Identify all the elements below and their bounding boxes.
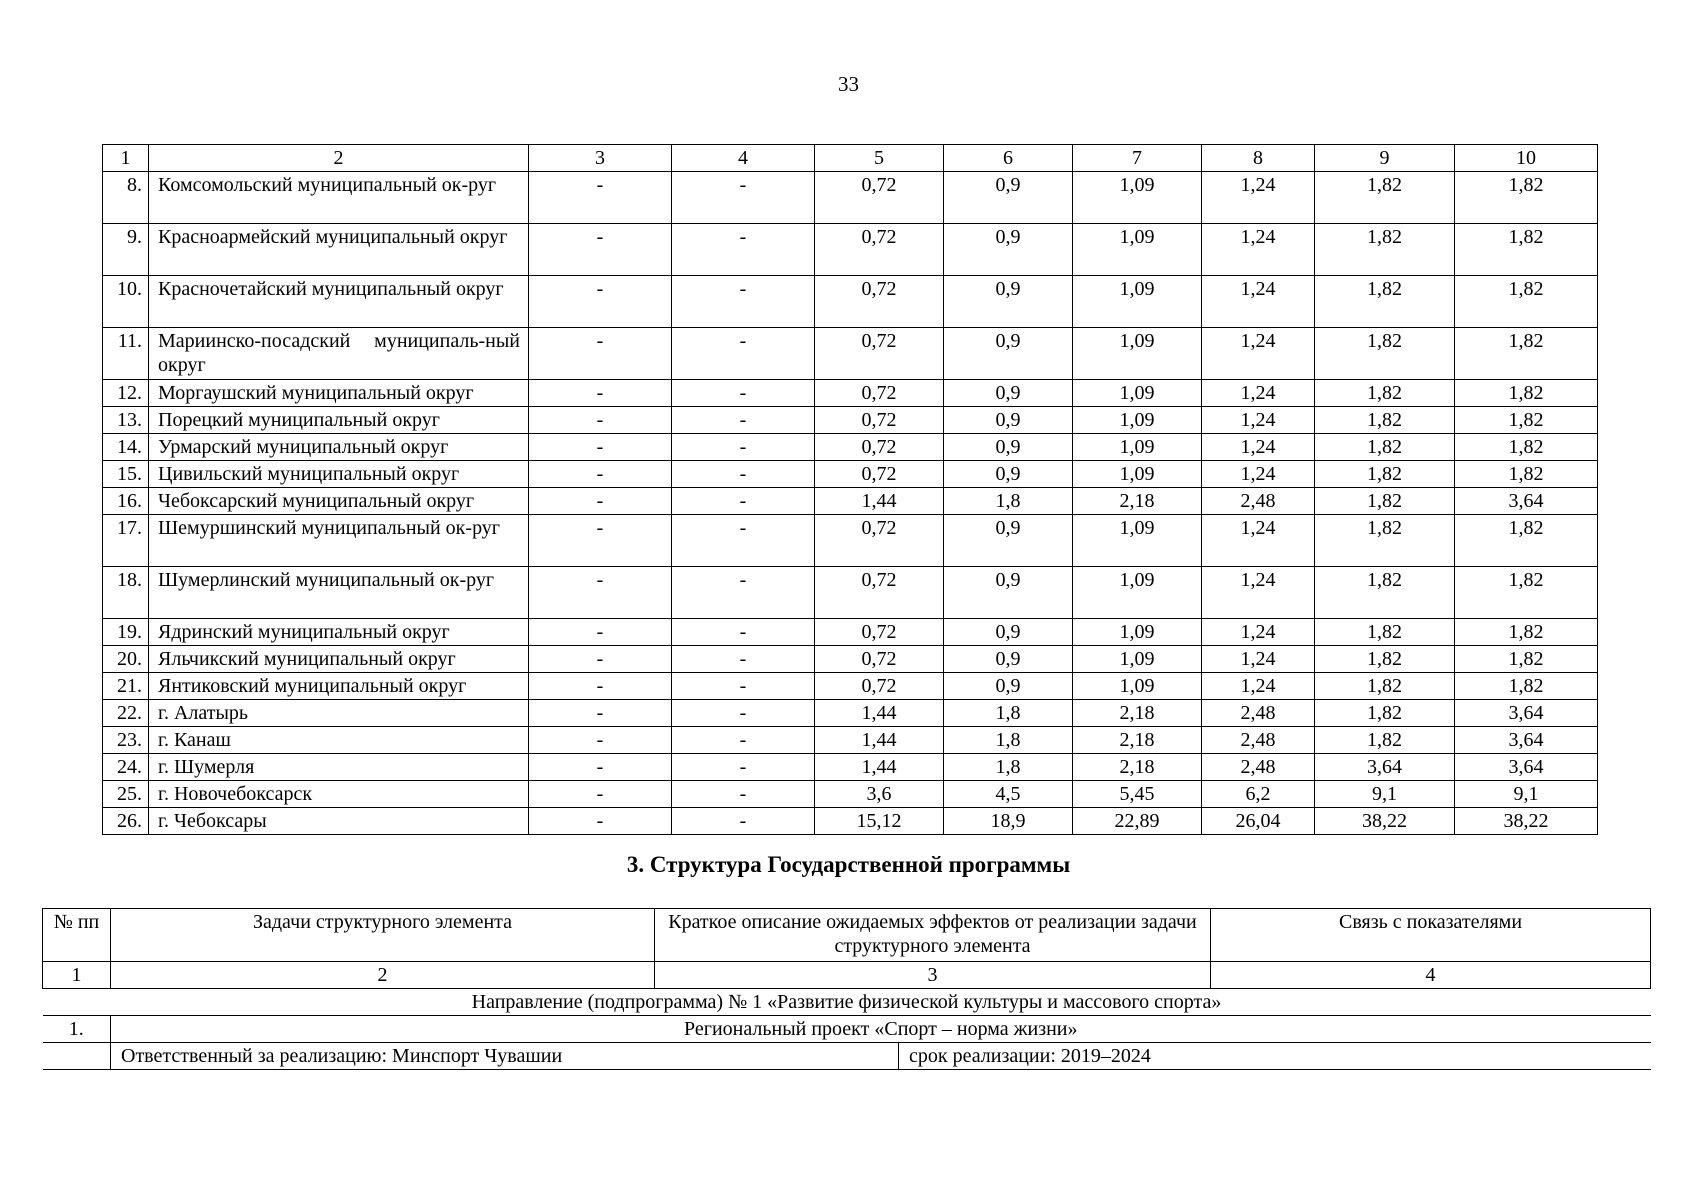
- value-cell: -: [672, 567, 815, 619]
- table-row: [103, 646, 1598, 673]
- table-row: [103, 727, 1598, 754]
- header-cell: 10: [1455, 145, 1598, 172]
- row-number: 19.: [103, 619, 149, 646]
- value-cell: 2,18: [1073, 754, 1202, 781]
- value-cell: -: [672, 727, 815, 754]
- value-cell: 1,24: [1202, 567, 1315, 619]
- value-cell: -: [529, 567, 672, 619]
- project-number: 1.: [43, 1016, 111, 1043]
- value-cell: 1,09: [1073, 567, 1202, 619]
- row-number: 25.: [103, 781, 149, 808]
- value-cell: 0,9: [944, 328, 1073, 380]
- value-cell: 5,45: [1073, 781, 1202, 808]
- table-row: [103, 754, 1598, 781]
- value-cell: -: [672, 619, 815, 646]
- district-name: г. Алатырь: [149, 700, 529, 727]
- value-cell: 0,72: [815, 673, 944, 700]
- project-row: [43, 1016, 1651, 1043]
- value-cell: 1,82: [1455, 673, 1598, 700]
- table-row: [103, 434, 1598, 461]
- value-cell: 1,24: [1202, 172, 1315, 224]
- value-cell: 0,72: [815, 224, 944, 276]
- value-cell: -: [529, 781, 672, 808]
- table-row: [103, 172, 1598, 224]
- value-cell: 1,24: [1202, 515, 1315, 567]
- value-cell: 1,24: [1202, 461, 1315, 488]
- value-cell: 9,1: [1455, 781, 1598, 808]
- value-cell: 4,5: [944, 781, 1073, 808]
- table-row: [103, 407, 1598, 434]
- header-cell: 7: [1073, 145, 1202, 172]
- value-cell: -: [529, 407, 672, 434]
- value-cell: -: [672, 434, 815, 461]
- value-cell: 0,9: [944, 172, 1073, 224]
- value-cell: 1,82: [1315, 172, 1455, 224]
- header-cell: 3: [529, 145, 672, 172]
- direction-row: [43, 989, 1651, 1016]
- value-cell: 3,64: [1455, 488, 1598, 515]
- value-cell: -: [672, 515, 815, 567]
- value-cell: 9,1: [1315, 781, 1455, 808]
- value-cell: 0,9: [944, 567, 1073, 619]
- value-cell: 1,82: [1455, 646, 1598, 673]
- table-row: [103, 781, 1598, 808]
- row-number: 17.: [103, 515, 149, 567]
- value-cell: 1,09: [1073, 172, 1202, 224]
- row-number: 11.: [103, 328, 149, 380]
- header-cell: 8: [1202, 145, 1315, 172]
- value-cell: 1,09: [1073, 276, 1202, 328]
- district-name: Шумерлинский муниципальный ок-руг: [149, 567, 529, 619]
- value-cell: 18,9: [944, 808, 1073, 835]
- project-title: Региональный проект «Спорт – норма жизни»: [111, 1016, 1651, 1043]
- header-cell: 2: [149, 145, 529, 172]
- value-cell: 0,72: [815, 461, 944, 488]
- value-cell: 15,12: [815, 808, 944, 835]
- district-name: Мариинско-посадский муниципаль-ный округ: [149, 328, 529, 380]
- value-cell: -: [529, 224, 672, 276]
- district-name: Ядринский муниципальный округ: [149, 619, 529, 646]
- value-cell: 1,82: [1315, 488, 1455, 515]
- value-cell: 1,24: [1202, 276, 1315, 328]
- value-cell: 1,8: [944, 700, 1073, 727]
- district-name: Красноармейский муниципальный округ: [149, 224, 529, 276]
- number-cell: 1: [43, 962, 111, 989]
- value-cell: 0,9: [944, 461, 1073, 488]
- header-number: № пп: [43, 909, 111, 962]
- number-cell: 2: [111, 962, 655, 989]
- table-row: [103, 808, 1598, 835]
- value-cell: -: [529, 276, 672, 328]
- value-cell: 1,24: [1202, 380, 1315, 407]
- value-cell: -: [529, 646, 672, 673]
- value-cell: -: [529, 727, 672, 754]
- program-structure-table: [42, 908, 1651, 1070]
- value-cell: -: [529, 515, 672, 567]
- value-cell: 1,82: [1315, 276, 1455, 328]
- district-name: Яльчикский муниципальный округ: [149, 646, 529, 673]
- value-cell: -: [672, 328, 815, 380]
- value-cell: 1,24: [1202, 407, 1315, 434]
- responsible-row: [43, 1043, 1651, 1070]
- row-number: 18.: [103, 567, 149, 619]
- row-number: 10.: [103, 276, 149, 328]
- table-row: [103, 224, 1598, 276]
- row-number: 14.: [103, 434, 149, 461]
- value-cell: 1,44: [815, 700, 944, 727]
- value-cell: 3,64: [1455, 700, 1598, 727]
- table-row: [103, 328, 1598, 380]
- value-cell: 1,82: [1315, 727, 1455, 754]
- value-cell: 1,24: [1202, 224, 1315, 276]
- value-cell: 0,9: [944, 619, 1073, 646]
- value-cell: 1,09: [1073, 673, 1202, 700]
- table-header-row: [103, 145, 1598, 172]
- value-cell: 1,82: [1455, 619, 1598, 646]
- table-row: [103, 673, 1598, 700]
- district-name: г. Чебоксары: [149, 808, 529, 835]
- indicator-table: [102, 144, 1598, 835]
- value-cell: 1,82: [1315, 673, 1455, 700]
- value-cell: 1,24: [1202, 673, 1315, 700]
- value-cell: 1,82: [1455, 407, 1598, 434]
- value-cell: 38,22: [1455, 808, 1598, 835]
- table-row: [103, 380, 1598, 407]
- district-name: г. Канаш: [149, 727, 529, 754]
- value-cell: 2,48: [1202, 727, 1315, 754]
- value-cell: 1,09: [1073, 515, 1202, 567]
- value-cell: 1,09: [1073, 407, 1202, 434]
- value-cell: 0,9: [944, 434, 1073, 461]
- number-cell: 4: [1211, 962, 1651, 989]
- value-cell: 0,9: [944, 276, 1073, 328]
- value-cell: 0,72: [815, 407, 944, 434]
- value-cell: 1,82: [1455, 328, 1598, 380]
- district-name: Шемуршинский муниципальный ок-руг: [149, 515, 529, 567]
- value-cell: -: [672, 224, 815, 276]
- row-number: 9.: [103, 224, 149, 276]
- term-text: срок реализации: 2019–2024: [899, 1043, 1651, 1070]
- value-cell: 3,64: [1315, 754, 1455, 781]
- value-cell: -: [672, 461, 815, 488]
- value-cell: -: [672, 488, 815, 515]
- district-name: Моргаушский муниципальный округ: [149, 380, 529, 407]
- value-cell: 1,09: [1073, 434, 1202, 461]
- value-cell: 0,72: [815, 172, 944, 224]
- value-cell: 1,82: [1315, 619, 1455, 646]
- value-cell: 1,09: [1073, 328, 1202, 380]
- value-cell: -: [529, 380, 672, 407]
- value-cell: -: [529, 673, 672, 700]
- table-row: [103, 488, 1598, 515]
- row-number: 13.: [103, 407, 149, 434]
- value-cell: 2,48: [1202, 488, 1315, 515]
- value-cell: 1,82: [1315, 700, 1455, 727]
- value-cell: 0,9: [944, 515, 1073, 567]
- value-cell: 1,82: [1315, 407, 1455, 434]
- district-name: Урмарский муниципальный округ: [149, 434, 529, 461]
- value-cell: 1,82: [1455, 380, 1598, 407]
- value-cell: 2,18: [1073, 488, 1202, 515]
- value-cell: 1,82: [1315, 434, 1455, 461]
- value-cell: 6,2: [1202, 781, 1315, 808]
- value-cell: 0,72: [815, 276, 944, 328]
- value-cell: -: [529, 461, 672, 488]
- page-number: 33: [838, 72, 859, 96]
- empty-cell: [43, 1043, 111, 1070]
- value-cell: 1,24: [1202, 434, 1315, 461]
- value-cell: 1,82: [1455, 224, 1598, 276]
- structure-header-row: [43, 909, 1651, 962]
- row-number: 26.: [103, 808, 149, 835]
- header-cell: 1: [103, 145, 149, 172]
- value-cell: 2,18: [1073, 700, 1202, 727]
- value-cell: -: [529, 754, 672, 781]
- value-cell: 1,82: [1315, 328, 1455, 380]
- header-cell: 9: [1315, 145, 1455, 172]
- value-cell: 38,22: [1315, 808, 1455, 835]
- value-cell: 0,72: [815, 646, 944, 673]
- value-cell: 26,04: [1202, 808, 1315, 835]
- value-cell: 0,9: [944, 224, 1073, 276]
- value-cell: 1,82: [1315, 461, 1455, 488]
- value-cell: -: [529, 488, 672, 515]
- value-cell: 1,82: [1455, 515, 1598, 567]
- value-cell: 2,48: [1202, 754, 1315, 781]
- value-cell: -: [529, 434, 672, 461]
- header-cell: 5: [815, 145, 944, 172]
- value-cell: -: [672, 781, 815, 808]
- header-indicators: Связь с показателями: [1211, 909, 1651, 962]
- row-number: 23.: [103, 727, 149, 754]
- value-cell: 0,72: [815, 434, 944, 461]
- number-cell: 3: [655, 962, 1211, 989]
- row-number: 24.: [103, 754, 149, 781]
- table-row: [103, 619, 1598, 646]
- value-cell: 1,09: [1073, 224, 1202, 276]
- value-cell: 0,9: [944, 646, 1073, 673]
- value-cell: 1,8: [944, 488, 1073, 515]
- value-cell: -: [672, 754, 815, 781]
- row-number: 8.: [103, 172, 149, 224]
- value-cell: 1,8: [944, 727, 1073, 754]
- value-cell: 1,24: [1202, 328, 1315, 380]
- district-name: Чебоксарский муниципальный округ: [149, 488, 529, 515]
- district-name: г. Новочебоксарск: [149, 781, 529, 808]
- structure-numbers-row: [43, 962, 1651, 989]
- value-cell: 1,82: [1455, 567, 1598, 619]
- table-row: [103, 515, 1598, 567]
- value-cell: 0,9: [944, 380, 1073, 407]
- value-cell: 1,09: [1073, 646, 1202, 673]
- district-name: Янтиковский муниципальный округ: [149, 673, 529, 700]
- value-cell: -: [672, 673, 815, 700]
- value-cell: 1,44: [815, 727, 944, 754]
- value-cell: 1,24: [1202, 646, 1315, 673]
- value-cell: 0,72: [815, 619, 944, 646]
- value-cell: 0,72: [815, 515, 944, 567]
- value-cell: 1,82: [1315, 380, 1455, 407]
- value-cell: -: [529, 172, 672, 224]
- table-row: [103, 461, 1598, 488]
- district-name: Комсомольский муниципальный ок-руг: [149, 172, 529, 224]
- value-cell: -: [672, 380, 815, 407]
- section-title: 3. Структура Государственной программы: [626, 852, 1071, 877]
- value-cell: 0,72: [815, 380, 944, 407]
- value-cell: 0,72: [815, 567, 944, 619]
- value-cell: 1,82: [1315, 224, 1455, 276]
- value-cell: 1,44: [815, 488, 944, 515]
- value-cell: 3,64: [1455, 727, 1598, 754]
- value-cell: 1,82: [1315, 567, 1455, 619]
- value-cell: -: [672, 407, 815, 434]
- row-number: 22.: [103, 700, 149, 727]
- value-cell: -: [672, 700, 815, 727]
- value-cell: 2,48: [1202, 700, 1315, 727]
- value-cell: 1,8: [944, 754, 1073, 781]
- table-row: [103, 567, 1598, 619]
- value-cell: 3,64: [1455, 754, 1598, 781]
- value-cell: 3,6: [815, 781, 944, 808]
- row-number: 12.: [103, 380, 149, 407]
- value-cell: 2,18: [1073, 727, 1202, 754]
- value-cell: 1,82: [1455, 461, 1598, 488]
- value-cell: 1,09: [1073, 461, 1202, 488]
- value-cell: -: [529, 808, 672, 835]
- value-cell: 1,24: [1202, 619, 1315, 646]
- row-number: 20.: [103, 646, 149, 673]
- value-cell: 1,82: [1455, 172, 1598, 224]
- value-cell: 1,82: [1455, 434, 1598, 461]
- value-cell: -: [529, 328, 672, 380]
- value-cell: 0,72: [815, 328, 944, 380]
- district-name: г. Шумерля: [149, 754, 529, 781]
- header-tasks: Задачи структурного элемента: [111, 909, 655, 962]
- table-row: [103, 700, 1598, 727]
- header-effects: Краткое описание ожидаемых эффектов от реализации задачи структурного элемента: [655, 909, 1211, 962]
- value-cell: 1,82: [1455, 276, 1598, 328]
- district-name: Порецкий муниципальный округ: [149, 407, 529, 434]
- direction-title: Направление (подпрограмма) № 1 «Развитие физической культуры и массового спорта»: [43, 989, 1651, 1016]
- value-cell: -: [529, 700, 672, 727]
- value-cell: -: [672, 276, 815, 328]
- header-cell: 6: [944, 145, 1073, 172]
- value-cell: -: [672, 646, 815, 673]
- value-cell: -: [529, 619, 672, 646]
- value-cell: 1,82: [1315, 646, 1455, 673]
- value-cell: 1,44: [815, 754, 944, 781]
- value-cell: -: [672, 808, 815, 835]
- value-cell: 1,82: [1315, 515, 1455, 567]
- district-name: Красночетайский муниципальный округ: [149, 276, 529, 328]
- row-number: 16.: [103, 488, 149, 515]
- header-cell: 4: [672, 145, 815, 172]
- value-cell: 0,9: [944, 407, 1073, 434]
- value-cell: 22,89: [1073, 808, 1202, 835]
- value-cell: 0,9: [944, 673, 1073, 700]
- value-cell: 1,09: [1073, 619, 1202, 646]
- value-cell: 1,09: [1073, 380, 1202, 407]
- row-number: 15.: [103, 461, 149, 488]
- district-name: Цивильский муниципальный округ: [149, 461, 529, 488]
- table-row: [103, 276, 1598, 328]
- row-number: 21.: [103, 673, 149, 700]
- value-cell: -: [672, 172, 815, 224]
- responsible-text: Ответственный за реализацию: Минспорт Чувашии: [111, 1043, 899, 1070]
